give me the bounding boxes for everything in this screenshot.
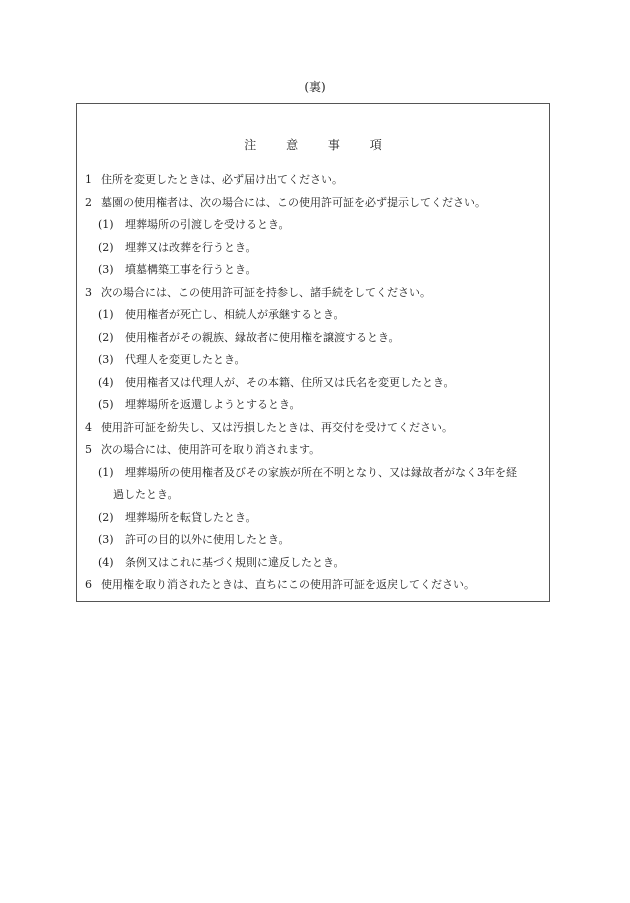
item-number: 6 [85,578,92,591]
notice-title-char: 意 [286,138,299,152]
notice-item [85,282,547,305]
item-text: 条例又はこれに基づく規則に違反したとき。 [125,555,345,569]
item-number: (1) [98,308,114,321]
item-text: 埋葬場所を返還しようとするとき。 [125,398,301,411]
item-text: 埋葬又は改葬を行うとき。 [125,240,257,254]
notice-item [85,439,547,462]
item-number: 3 [85,285,92,299]
notice-subitem [85,259,547,282]
item-number: 2 [85,195,92,209]
notice-title [77,136,549,154]
item-number: 5 [85,443,92,456]
page-side-label: (裏) [304,80,326,94]
item-number: (2) [98,330,114,344]
notice-title-char: 項 [369,138,382,152]
item-text: 埋葬場所の引渡しを受けるとき。 [125,218,290,231]
item-number: (1) [98,465,114,479]
notice-title-char: 注 [244,138,257,152]
notice-item [85,169,547,192]
notice-item [85,192,547,215]
item-number: (3) [98,353,114,366]
notice-items [85,169,547,597]
item-text: 使用権者がその親族、縁故者に使用権を譲渡するとき。 [125,330,400,344]
item-number: 4 [85,420,92,434]
notice-subitem [85,349,547,372]
item-number: (4) [98,375,114,389]
item-number: (3) [98,533,114,546]
item-text: 次の場合には、使用許可を取り消されます。 [101,443,321,456]
item-text: 過したとき。 [113,488,179,501]
notice-subitem [85,214,547,237]
item-text: 使用権を取り消されたときは、直ちにこの使用許可証を返戻してください。 [101,578,475,591]
item-text: 使用権者が死亡し、相続人が承継するとき。 [125,308,345,321]
notice-subitem [85,552,547,575]
item-number: (2) [98,510,114,524]
item-number: (5) [98,398,114,411]
item-text: 墓園の使用権者は、次の場合には、この使用許可証を必ず提示してください。 [101,195,486,209]
notice-subitem [85,304,547,327]
item-number: (1) [98,218,114,231]
item-number: (2) [98,240,114,254]
item-text: 許可の目的以外に使用したとき。 [125,533,290,546]
notice-subitem [85,507,547,530]
notice-title-char: 事 [327,138,340,152]
notice-subitem [85,327,547,350]
item-number: 1 [85,173,92,186]
notice-subitem [85,394,547,417]
notice-item [85,417,547,440]
notice-subitem [85,372,547,395]
item-text: 次の場合には、この使用許可証を持参し、諸手続をしてください。 [101,285,431,299]
item-text: 使用権者又は代理人が、その本籍、住所又は氏名を変更したとき。 [125,375,455,389]
item-text: 代理人を変更したとき。 [125,353,246,366]
item-text: 使用許可証を紛失し、又は汚損したときは、再交付を受けてください。 [101,420,453,434]
item-text: 墳墓構築工事を行うとき。 [125,263,257,276]
item-text: 埋葬場所を転貸したとき。 [125,510,257,524]
notice-box [76,103,550,602]
item-number: (3) [98,263,114,276]
notice-subitem [85,529,547,552]
item-text: 住所を変更したときは、必ず届け出てください。 [101,173,343,186]
item-number: (4) [98,555,114,569]
notice-item [85,574,547,597]
notice-subitem [85,484,547,507]
notice-subitem [85,462,547,485]
notice-subitem [85,237,547,260]
item-text: 埋葬場所の使用権者及びその家族が所在不明となり、又は縁故者がなく3年を経 [125,465,517,479]
